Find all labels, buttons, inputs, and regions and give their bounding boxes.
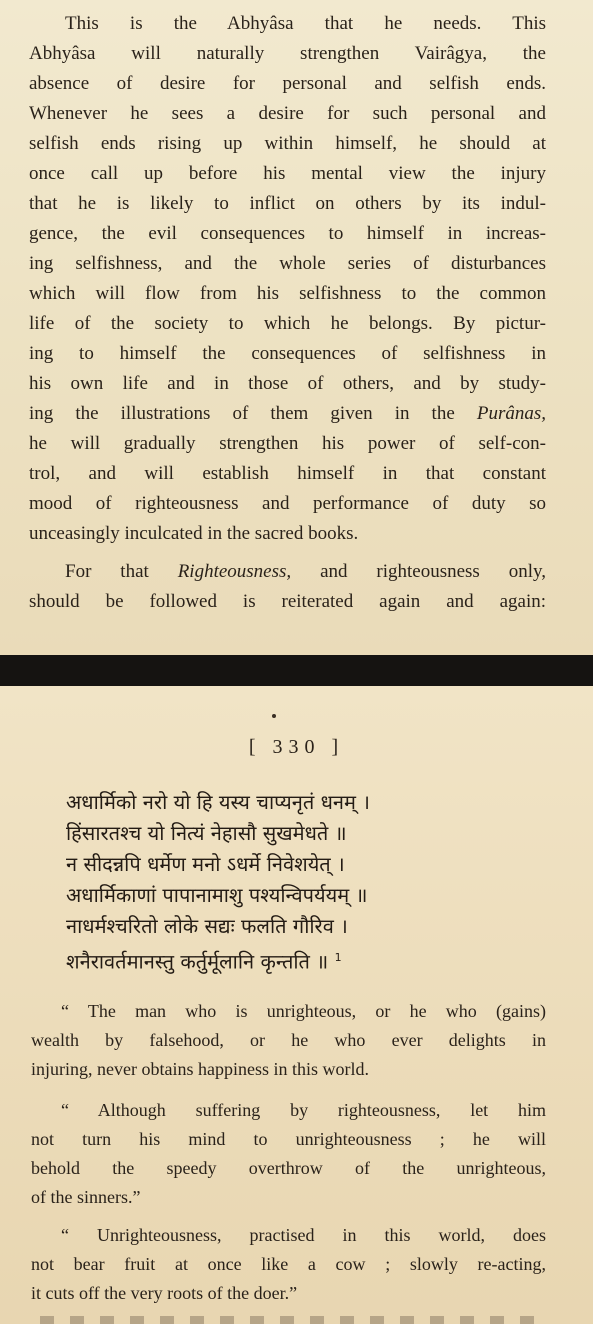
text-line: absence of desire for personal and selfish ends. — [29, 73, 546, 94]
verse-line: नाधर्मश्चरितो लोके सद्यः फलति गौरिव । — [66, 914, 348, 938]
text-line-puranas — [29, 399, 546, 429]
text-line: trol, and will establish himself in that constant — [29, 463, 546, 484]
translation-paragraph-3 — [31, 1221, 546, 1308]
top-book-page — [0, 0, 593, 655]
puranas-word: Purânas, — [476, 403, 546, 424]
text-line: This is the Abhyâsa that he needs. This — [65, 13, 546, 34]
text-line: Abhyâsa will naturally strengthen Vairâgya, the — [29, 43, 546, 64]
text-line: it cuts off the very roots of the doer.” — [31, 1283, 298, 1303]
text-line: injuring, never obtains happiness in this world. — [31, 1059, 369, 1079]
footnote-marker: 1 — [334, 951, 342, 964]
text-line: unceasingly inculcated in the sacred books. — [29, 523, 359, 544]
righteousness-paragraph — [29, 557, 546, 617]
text-line: gence, the evil consequences to himself in increas- — [29, 223, 546, 244]
text-line: not turn his mind to unrighteousness ; he will — [31, 1129, 546, 1149]
page-speck — [272, 714, 276, 718]
verse-line — [66, 942, 506, 978]
verse-text: शनैरावर्तमानस्तु कर्तुर्मूलानि कृन्तति ॥ — [66, 949, 329, 974]
verse-line: न सीदन्नपि धर्मेण मनो ऽधर्मे निवेशयेत् । — [66, 852, 345, 876]
prefix-text: For that — [65, 561, 149, 582]
translation-paragraph-2 — [31, 1096, 546, 1212]
text-line: that he is likely to inflict on others by its indul- — [29, 193, 546, 214]
translation-paragraph-1 — [31, 997, 546, 1084]
abhyasa-paragraph — [29, 9, 546, 549]
text-line — [29, 557, 546, 587]
text-line: behold the speedy overthrow of the unrighteous, — [31, 1158, 546, 1178]
text-line: “ Although suffering by righteousness, let him — [61, 1100, 546, 1120]
verse-line: हिंसारतश्च यो नित्यं नेहासौ सुखमेधते ॥ — [66, 821, 347, 845]
text-line: wealth by falsehood, or he who ever delights in — [31, 1030, 546, 1050]
text-line: which will flow from his selfishness to the common — [29, 283, 546, 304]
text-line: his own life and in those of others, and by study- — [29, 373, 546, 394]
sanskrit-verse — [66, 787, 506, 978]
text-line: he will gradually strengthen his power of self-con- — [29, 433, 546, 454]
text-line: ing selfishness, and the whole series of disturbances — [29, 253, 546, 274]
text-line: ing to himself the consequences of selfishness in — [29, 343, 546, 364]
text-line-start: ing the illustrations of them given in the — [29, 403, 455, 424]
suffix-text: and righteousness only, — [320, 561, 547, 582]
cut-off-next-line — [40, 1316, 540, 1324]
righteousness-word: Righteousness, — [177, 561, 292, 582]
text-line: life of the society to which he belongs. By pictur- — [29, 313, 546, 334]
text-line: “ The man who is unrighteous, or he who (gains) — [61, 1001, 546, 1021]
text-line: not bear fruit at once like a cow ; slowly re-acting, — [31, 1254, 546, 1274]
text-line: “ Unrighteousness, practised in this world, does — [61, 1225, 546, 1245]
verse-line: अधार्मिकाणां पापानामाशु पश्यन्विपर्ययम् ॥ — [66, 883, 368, 907]
text-line: Whenever he sees a desire for such personal and — [29, 103, 546, 124]
page-gap — [0, 655, 593, 686]
verse-line: अधार्मिको नरो यो हि यस्य चाप्यनृतं धनम् । — [66, 790, 370, 814]
page-number: [ 330 ] — [248, 736, 345, 758]
text-line: mood of righteousness and performance of duty so — [29, 493, 546, 514]
text-line: should be followed is reiterated again and again: — [29, 591, 546, 612]
text-line: of the sinners.” — [31, 1187, 141, 1207]
text-line: once call up before his mental view the injury — [29, 163, 546, 184]
text-line: selfish ends rising up within himself, he should at — [29, 133, 546, 154]
